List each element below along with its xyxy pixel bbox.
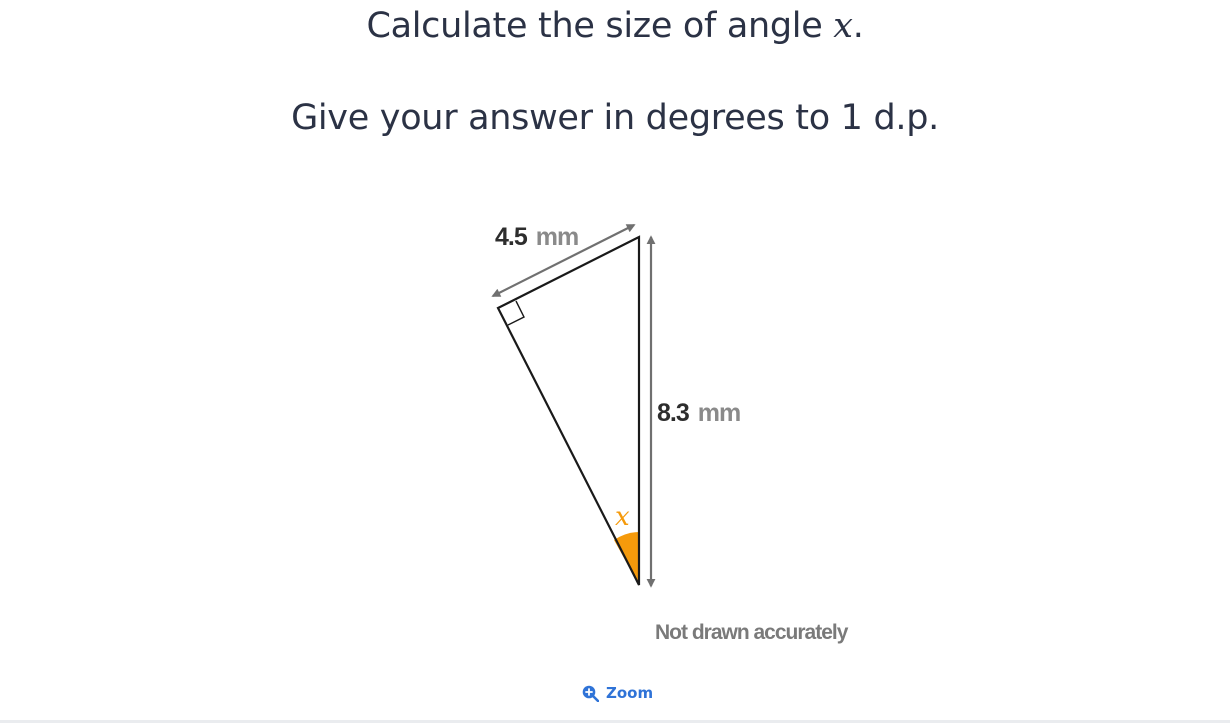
right-angle-marker (508, 301, 524, 325)
short-side-label (495, 223, 578, 251)
zoom-button[interactable] (578, 682, 657, 704)
long-side-unit: mm (697, 399, 741, 427)
question-text-prefix: Calculate the size of angle (366, 6, 834, 46)
question-line-2: Give your answer in degrees to 1 d.p. (291, 98, 939, 138)
question-variable: x (833, 6, 853, 46)
triangle (498, 237, 639, 585)
angle-x-label: x (615, 502, 630, 532)
zoom-in-icon (582, 685, 599, 702)
not-drawn-accurately-note: Not drawn accurately (655, 621, 848, 644)
question-text-suffix: . (852, 6, 864, 46)
short-side-unit: mm (535, 223, 579, 251)
long-side-value: 8.3 (657, 399, 689, 427)
zoom-label: Zoom (606, 684, 654, 702)
long-side-label (657, 399, 740, 427)
short-side-value: 4.5 (495, 223, 527, 251)
